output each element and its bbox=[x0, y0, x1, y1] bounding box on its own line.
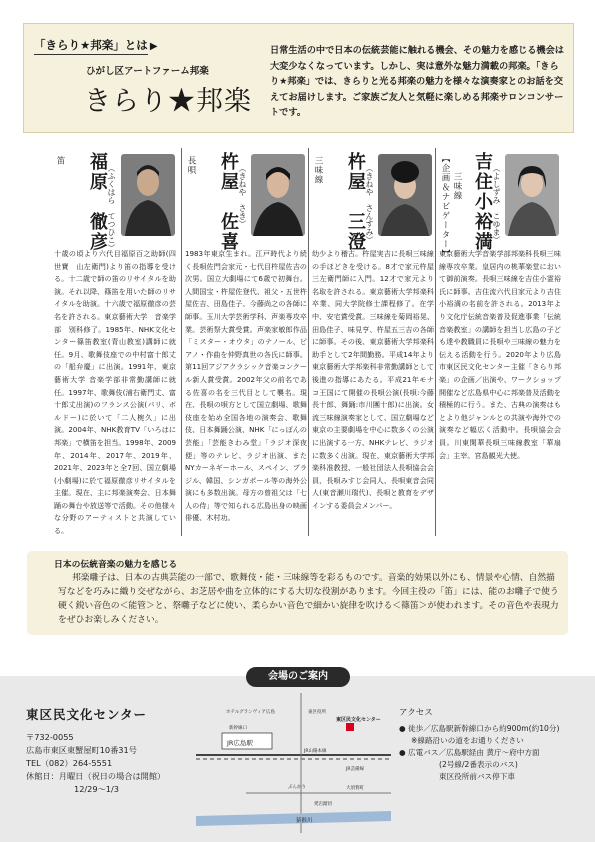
access-line: ● 広電バス／広島駅経由 黄庁〜府中方面 bbox=[399, 748, 540, 757]
performer-role-a: 三味線 bbox=[452, 172, 462, 201]
performer-card bbox=[54, 148, 179, 536]
performer-role-b: 【企画＆ナビゲーター】 bbox=[440, 154, 450, 259]
performer-name: 福原 徹彦 bbox=[87, 152, 108, 252]
performer-card bbox=[312, 148, 437, 536]
performer-bio: 東京藝術大学音楽学部邦楽科長唄三味線専攻卒業。皇居内の桃華楽堂において御前演奏。長唄三味線を吉住小霊裕氏に師事。吉住流六代目家元より吉住小裕満の名前を許される。2013年より文化庁伝統音楽普及促進事業「伝統音楽教室」の講師を担当し広島の子ども達や教職員に長唄や三味線の魅力を伝える活動を行う。2020年より広島市東区民文化センター主催「きらり邦楽」の企画／出演や、ワークショップ開催など広島県中心に邦楽普及活動を積極的に行う。また、古典の演奏はもとより他ジャンルとの共演や海外での演奏など幅広く活動中。長唄協会会員。川東閑華長唄三味線教室「華扇会」主宰。宮島観光大使。 bbox=[439, 249, 561, 460]
venue-map bbox=[196, 693, 391, 833]
portrait-image bbox=[505, 154, 559, 236]
map-label-house: ぶんかり bbox=[288, 785, 306, 790]
venue-postal: 〒732-0055 bbox=[26, 732, 74, 742]
map-label-school: 大須賀町 bbox=[346, 786, 364, 791]
performer-photo bbox=[378, 154, 432, 236]
venue-tab: 会場のご案内 bbox=[246, 667, 350, 687]
map-graphic bbox=[196, 693, 391, 833]
column-divider bbox=[181, 148, 182, 536]
performer-photo bbox=[505, 154, 559, 236]
performer-bio: 1983年東京生まれ。江戸時代より続く長唄佐門会家元・七代目杵屋佐吉の次男。国立大劇場にて6歳で初舞台。人間国宝・杵屋佐登代、祖父・五世杵屋佐吉、田島佳子、今藤尚之の各師に師事。玉川大学芸術学科、声楽専攻卒業。芸術祭大賞受賞。声楽家敏郎作品「ミスター・オウタ」のテノール、ピアノ・作曲を仲野真世の各氏に師事。第11回アジアクラシック音楽コンクール新人賞受賞。2002年父の前名である佐喜の名を三代目として襲名。現在、長唄の唄方として国立劇場、歌舞伎座を始め全国各地の演奏会、歌舞伎、日本舞踊公演、NHK「にっぽんの芸能」「芸能きわみ堂」「ラジオ深夜便」等のテレビ、ラジオ出演、またNYカーネギーホール、スペイン、ブラジル、韓国、シンガポール等の海外公演にも多数出演。母方の曾祖父は「七人の侍」等で知られる広島出身の映画俳優、木村功。 bbox=[185, 249, 307, 523]
header-intro: 日常生活の中で日本の伝統芸能に触れる機会、その魅力を感じる機会は大変少なくなっています。しかし、実は意外な魅力満載の邦楽。「きらり★邦楽」では、きらりと光る邦楽の魅力を様々な演奏家とのお話を交えてお届けします。ご家族ご友人と気軽に楽しめる邦楽サロンコンサートです。 bbox=[270, 45, 564, 118]
venue-closed: 休館日：月曜日（祝日の場合は開館） bbox=[26, 771, 166, 781]
header-panel bbox=[23, 23, 574, 133]
map-label-shinkansen: 新幹線口 bbox=[229, 726, 247, 731]
performer-bio: 幼少より稽古。杵屋実吉に長唄三味線の手ほどきを受ける。8才で家元杵屋三左衛門師に入門。12才で家元より名取を許される。東京藝術大学邦楽科卒業、同大学院修士課程修了。在学中、安宅賞受賞。三味線を菊岡裕晃、田島佳子、味見亨、杵屋五三吉の各師に師事。その後、東京藝術大学邦楽科助手として2年間勤務。平成14年より東京藝術大学邦楽科非常勤講師として後進の指導にあたる。平成21年モナコ王国にて開催の長唄公演(長唄:今藤長十郎、舞踊:市川團十郎)に出演。女流三味線演奏家として、国立劇場など東京の主要劇場を中心に数多くの公演に出演する一方、NHKテレビ、ラジオに数多く出演。現在、東京藝術大学邦楽科准教授、一般社団法人長唄協会会員、長唄みすじ会同人、長唄東音会同人(東音瀬川瑞代)、長唄と教育をデザインする委員会メンバー。 bbox=[312, 249, 434, 510]
access-info bbox=[399, 707, 589, 783]
access-title: アクセス bbox=[399, 708, 433, 718]
music-title: 日本の伝統音楽の魅力を感じる bbox=[54, 560, 178, 570]
map-label-venue: 東区民文化センター bbox=[336, 717, 381, 723]
map-label-ward: 東区役所 bbox=[308, 710, 326, 715]
venue-closed-extra: 12/29〜1/3 bbox=[74, 784, 119, 794]
performer-role: 笛 bbox=[55, 156, 65, 166]
performer-kana: （きねや さんすみ） bbox=[365, 164, 374, 244]
header-left bbox=[34, 34, 264, 118]
performer-kana: （よしずみ こゆま） bbox=[492, 164, 501, 244]
portrait-image bbox=[378, 154, 432, 236]
header-title: 「きらり★邦楽」とは bbox=[34, 37, 148, 55]
performer-card bbox=[185, 148, 310, 536]
performer-card bbox=[439, 148, 564, 536]
access-line: ※線路沿いの道をお通りください bbox=[411, 736, 524, 745]
performer-photo bbox=[121, 154, 175, 236]
map-label-hotel: ホテルグランヴィア広島 bbox=[226, 710, 275, 715]
performer-name: 吉住小裕満 bbox=[472, 152, 493, 252]
performer-photo bbox=[251, 154, 305, 236]
map-label-line2: JR芸備線 bbox=[346, 767, 364, 772]
performer-profiles bbox=[54, 148, 574, 538]
venue-address: 広島市東区東蟹屋町10番31号 bbox=[26, 745, 137, 755]
access-line: 東区役所前バス停下車 bbox=[439, 772, 515, 781]
music-charm-panel bbox=[27, 551, 568, 635]
header-arrow: ▶ bbox=[149, 41, 158, 52]
performer-role: 三味線 bbox=[313, 156, 323, 185]
performer-kana: （きねや さき） bbox=[238, 164, 247, 228]
map-label-river: 猿猴川 bbox=[296, 818, 313, 824]
venue-tel: TEL（082）264-5551 bbox=[26, 758, 113, 768]
portrait-image bbox=[251, 154, 305, 236]
portrait-image bbox=[121, 154, 175, 236]
performer-kana: （ふくはら てつひこ） bbox=[107, 164, 116, 252]
map-label-road: 愛宕踏切 bbox=[314, 802, 332, 807]
access-line: ● 徒歩／広島駅新幹線口から約900m(約10分) bbox=[399, 724, 560, 733]
map-label-line1: JR山陽本線 bbox=[304, 749, 327, 754]
performer-name: 杵屋 佐喜 bbox=[218, 152, 239, 252]
map-label-station: JR広島駅 bbox=[227, 739, 253, 747]
performer-name: 杵屋 三澄 bbox=[345, 152, 366, 252]
performer-role: 長唄 bbox=[186, 156, 196, 175]
venue-name: 東区民文化センター bbox=[26, 707, 148, 722]
performer-bio: 十歳の頃より六代目福原百之助師(四世寶 山左衛門)より笛の指導を受ける。十二歳で師の笛のリサイタルを助演。それ以降、篠笛を用いた師のリサイタルを助演。十六歳で福原徹彦の芸名を許される。東京藝術大学 音楽学部 別科修了。1985年、NHK文化センター篠笛教室(青山教室)講師に就任。9月、歌舞伎座での中村富十郎丈の「船弁慶」に出演。1991年、東京藝術大学 音楽学部非常勤講師に就任。1997年、歌舞伎(浦右衛門丈、富十郎丈出演)のフランス公演(パリ、ボルドー)に於いて「二人椀久」に出演。2004年、NHK教育TV「いろはに邦楽」で横笛を担当。1998年、2009年、2014年、2017年、2019年、2021年、2023年と全7回、国立劇場(小劇場)に於て福原徹彦リサイタルを主催。現在、主に邦楽演奏会、日本舞踊の舞台や放送等で活動。その他様々な分野のアーティストと共演している。 bbox=[54, 249, 176, 536]
header-subtitle: ひがし区アートファーム邦楽 bbox=[86, 66, 209, 77]
kirari-logo: きらり★邦楽 bbox=[84, 86, 252, 117]
music-body: 邦楽囃子は、日本の古典芸能の一部で、歌舞伎・能・三味線等を彩るものです。音楽的効果以外にも、情景や心情、自然描写などを巧みに織り交ぜながら、お芝居や曲を立体的にする大切な役割があります。今回主役の「笛」には、能のお囃子で使う硬く鋭い音色の＜能管＞と、祭囃子などに使い、柔らかい音色で細かい旋律を吹ける＜篠笛＞が使われます。その音色や表現力をぜひお楽しみください。 bbox=[58, 573, 559, 625]
access-line: (2号線/2番表示のバス) bbox=[439, 760, 518, 769]
